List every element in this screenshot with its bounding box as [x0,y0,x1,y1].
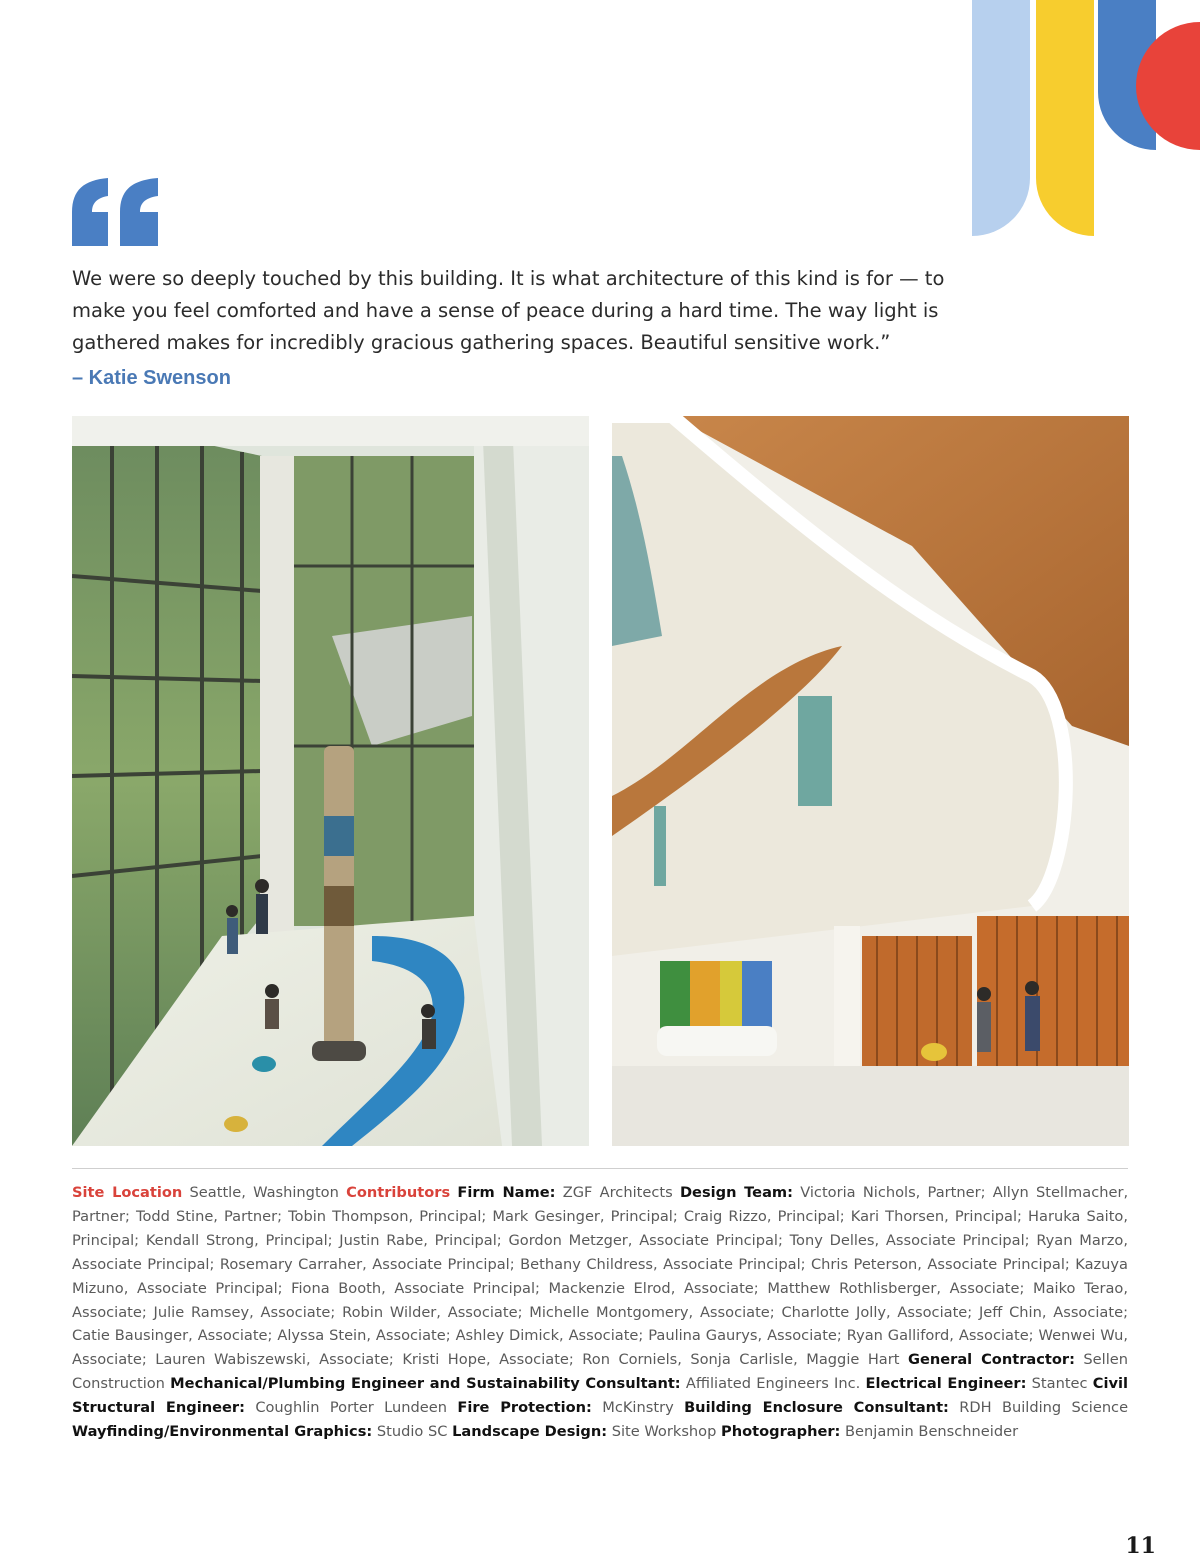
site-location: Seattle, Washington [189,1184,339,1201]
atrium-photo [72,416,589,1146]
fire-label: Fire Protection: [457,1399,592,1417]
general-contractor-label: General Contractor: [907,1351,1075,1369]
photographer: Benjamin Benschneider [845,1423,1019,1441]
design-team-label: Design Team: [679,1184,793,1201]
mep-label: Mechanical/Plumbing Engineer and Sustainability Consultant: [170,1375,681,1393]
wayfinding-label: Wayfinding/Environmental Graphics: [72,1423,373,1441]
photographer-label: Photographer: [721,1423,841,1441]
electrical: Stantec [1031,1375,1088,1393]
lobby-photo [612,416,1129,1146]
landscape-label: Landscape Design: [452,1423,608,1441]
quote-author: – Katie Swenson [72,367,231,389]
enclosure-label: Building Enclosure Consultant: [684,1399,949,1417]
general-contractor: Sellen Construction [72,1351,1129,1393]
quote-open-icon [70,176,162,248]
electrical-label: Electrical Engineer: [865,1375,1027,1393]
credits-divider [72,1168,1128,1169]
fire: McKinstry [602,1399,674,1417]
contributors-label: Contributors [346,1184,451,1201]
site-location-label: Site Location [72,1184,183,1201]
design-team: Victoria Nichols, Partner; Allyn Stellmacher, Partner; Todd Stine, Partner; Tobin Thompson, Principal; Mark Gesinger, Principal; Craig Rizzo, Principal; Kari Thorsen, Principal; Haruka Saito, Principal; Kendall Strong, Principal; Justin Rabe, Principal; Gordon Metzger, Associate Principal; Tony Delles, Associate Principal; Ryan Marzo, Associate Principal; Rosemary Carraher, Associate Principal; Bethany Childress, Associate Principal; Chris Peterson, Associate Principal; Kazuya Mizuno, Associate Principal; Fiona Booth, Associate Principal; Mackenzie Elrod, Associate; Matthew Rothlisberger, Associate; Maiko Terao, Associate; Julie Ramsey, Associate; Robin Wilder, Associate; Michelle Montgomery, Associate; Charlotte Jolly, Associate; Jeff Chin, Associate; Catie Bausinger, Associate; Alyssa Stein, Associate; Ashley Dimick, Associate; Paulina Gaurys, Associate; Ryan Galliford, Associate; Wenwei Wu, Associate; Lauren Wabiszewski, Associate; Kristi Hope, Associate; Ron Corniels, Sonja Carlisle, Maggie Hart [72,1184,1129,1369]
quote-text: We were so deeply touched by this building. It is what architecture of this kind is for — to make you feel comforted and have a sense of peace during a hard time. The way light is gathered makes for incredibly gracious gathering spaces. Beautiful sensitive work.” [72,267,945,354]
mep: Affiliated Engineers Inc. [685,1375,861,1393]
enclosure: RDH Building Science [959,1399,1129,1417]
civil: Coughlin Porter Lundeen [255,1399,447,1417]
decorative-arcs-graphic [972,0,1200,240]
firm-name: ZGF Architects [562,1184,673,1201]
firm-name-label: Firm Name: [457,1184,556,1201]
landscape: Site Workshop [611,1423,717,1441]
wayfinding: Studio SC [376,1423,448,1441]
project-credits [72,1181,1128,1444]
civil-label: Civil Structural Engineer: [72,1375,1129,1417]
page-number: 11 [1125,1533,1156,1559]
